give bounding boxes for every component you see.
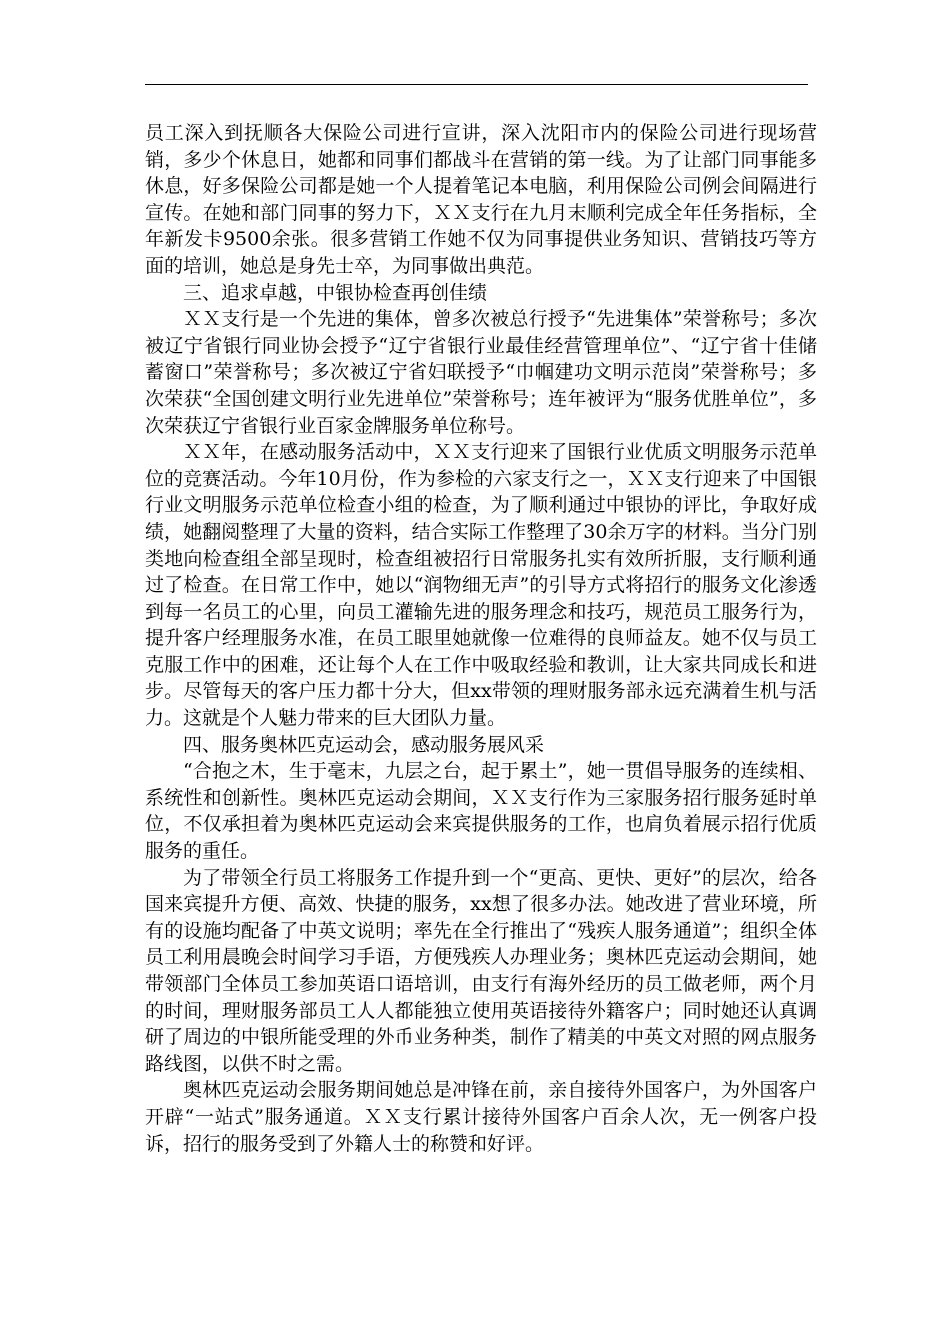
section-heading-3: 三、追求卓越，中银协检查再创佳绩	[183, 281, 488, 304]
paragraph-inspection: ＸＸ年，在感动服务活动中，ＸＸ支行迎来了国银行业优质文明服务示范单位的竞赛活动。今年10月份，作为参检的六家支行之一，ＸＸ支行迎来了中国银行业文明服务示范单位检查小组的检查，为了顺利通过中银协的评比，争取好成绩，她翻阅整理了大量的资料，结合实际工作整理了30余万字的材料。当分门别类地向检查组全部呈现时，检查组被招行日常服务扎实有效所折服，支行顺利通过了检查。在日常工作中，她以“润物细无声”的引导方式将招行的服务文化渗透到每一名员工的心里，向员工灌输先进的服务理念和技巧，规范员工服务行为，提升客户经理服务水准，在员工眼里她就像一位难得的良师益友。她不仅与员工克服工作中的困难，还让每个人在工作中吸取经验和教训，让大家共同成长和进步。尽管每天的客户压力都十分大，但xx带领的理财服务部永远充满着生机与活力。这就是个人魅力带来的巨大团队力量。	[145, 441, 817, 730]
paragraph-honors: ＸＸ支行是一个先进的集体，曾多次被总行授予“先进集体”荣誉称号；多次被辽宁省银行同业协会授予“辽宁省银行业最佳经营管理单位”、“辽宁省十佳储蓄窗口”荣誉称号；多次被辽宁省妇联授予“巾帼建功文明示范岗”荣誉称号；多次荣获“全国创建文明行业先进单位”荣誉称号；连年被评为“服务优胜单位”，多次荣获辽宁省银行业百家金牌服务单位称号。	[145, 308, 817, 437]
header-rule	[145, 84, 808, 85]
paragraph-service-philosophy: “合抱之木，生于毫末，九层之台，起于累土”，她一贯倡导服务的连续相、系统性和创新性。奥林匹克运动会期间，ＸＸ支行作为三家服务招行服务延时单位，不仅承担着为奥林匹克运动会来宾提供服务的工作，也肩负着展示招行优质服务的重任。	[145, 760, 817, 863]
paragraph-continuation: 员工深入到抚顺各大保险公司进行宣讲，深入沈阳市内的保险公司进行现场营销，多少个休息日，她都和同事们都战斗在营销的第一线。为了让部门同事能多休息，好多保险公司都是她一个人提着笔记本电脑，利用保险公司例会间隔进行宣传。在她和部门同事的努力下，ＸＸ支行在九月末顺利完成全年任务指标，全年新发卡9500余张。很多营销工作她不仅为同事提供业务知识、营销技巧等方面的培训，她总是身先士卒，为同事做出典范。	[145, 122, 817, 277]
document-body	[145, 120, 817, 1157]
section-heading-4: 四、服务奥林匹克运动会，感动服务展风采	[183, 733, 545, 756]
paragraph-service-measures: 为了带领全行员工将服务工作提升到一个“更高、更快、更好”的层次，给各国来宾提升方便、高效、快捷的服务，xx想了很多办法。她改进了营业环境，所有的设施均配备了中英文说明；率先在全行推出了“残疾人服务通道”；组织全体员工利用晨晚会时间学习手语，方便残疾人办理业务；奥林匹克运动会期间，她带领部门全体员工参加英语口语培训，由支行有海外经历的员工做老师，两个月的时间，理财服务部员工人人都能独立使用英语接待外籍客户；同时她还认真调研了周边的中银所能受理的外币业务种类，制作了精美的中英文对照的网点服务路线图，以供不时之需。	[145, 866, 817, 1075]
paragraph-foreign-clients: 奥林匹克运动会服务期间她总是冲锋在前，亲自接待外国客户，为外国客户开辟“一站式”服务通道。ＸＸ支行累计接待外国客户百余人次，无一例客户投诉，招行的服务受到了外籍人士的称赞和好评。	[145, 1079, 817, 1155]
